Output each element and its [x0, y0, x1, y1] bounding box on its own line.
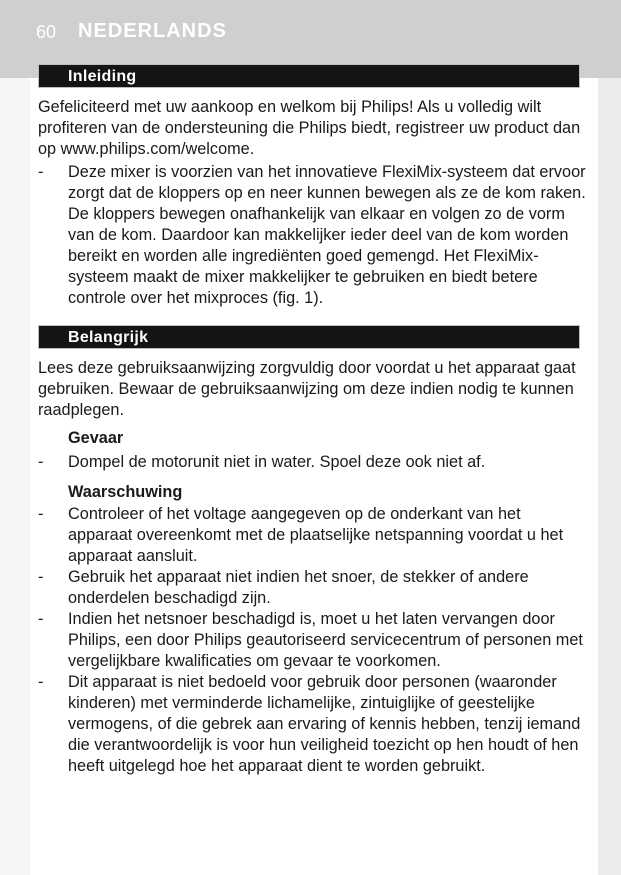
list-item-text: Indien het netsnoer beschadigd is, moet u het laten vervangen door Philips, een door Philips geautoriseerd servicecentrum of personen met vergelijkbare kwalificaties om gevaar te voorkomen.	[68, 610, 583, 670]
warning-list	[38, 504, 586, 777]
list-item: - Dompel de motorunit niet in water. Spoel deze ook niet af.	[38, 453, 486, 471]
list-item-text: Deze mixer is voorzien van het innovatieve FlexiMix-systeem dat ervoor zorgt dat de kloppers op en neer kunnen bewegen als ze de kom raken. De kloppers bewegen onafhankelijk van elkaar en volgen zo de vorm van de kom. Daardoor kan makkelijker ieder deel van de kom worden bereikt en worden alle ingrediënten goed gemengd. Het FlexiMix-systeem maakt de mixer makkelijker te gebruiken en biedt betere controle over het mixproces (fig. 1).	[68, 163, 586, 307]
list-item: - Indien het netsnoer beschadigd is, moet u het laten vervangen door Philips, een door Philips geautoriseerd servicecentrum of personen met vergelijkbare kwalificaties om gevaar te voorkomen.	[38, 610, 583, 670]
list-item-text: Gebruik het apparaat niet indien het snoer, de stekker of andere onderdelen beschadigd zijn.	[68, 568, 529, 607]
important-paragraph: Lees deze gebruiksaanwijzing zorgvuldig door voordat u het apparaat gaat gebruiken. Bewaar de gebruiksaanwijzing om deze indien nodig te kunnen raadplegen.	[38, 359, 576, 419]
danger-heading: Gevaar	[68, 429, 124, 447]
list-item-text: Dit apparaat is niet bedoeld voor gebruik door personen (waaronder kinderen) met verminderde lichamelijke, zintuiglijke of geestelijke vermogens, of die gebrek aan ervaring of kennis hebben, tenzij iemand die verantwoordelijk is voor hun veiligheid toezicht op hen houdt of hen heeft uitgelegd hoe het apparaat dient te worden gebruikt.	[68, 673, 581, 775]
left-margin	[0, 78, 30, 875]
section-bar-intro	[38, 64, 580, 88]
section-bar-important	[38, 325, 580, 349]
list-item: - Controleer of het voltage aangegeven op de onderkant van het apparaat overeenkomt met de plaatselijke netspanning voordat u het apparaat aansluit.	[38, 505, 564, 565]
intro-paragraph: Gefeliciteerd met uw aankoop en welkom bij Philips! Als u volledig wilt profiteren van de ondersteuning die Philips biedt, registreer uw product dan op www.philips.com/welcome.	[38, 98, 581, 158]
language-title: NEDERLANDS	[78, 20, 227, 42]
list-item: - Gebruik het apparaat niet indien het snoer, de stekker of andere onderdelen beschadigd zijn.	[38, 568, 529, 607]
list-item-text: Controleer of het voltage aangegeven op de onderkant van het apparaat overeenkomt met de plaatselijke netspanning voordat u het apparaat aansluit.	[68, 505, 564, 565]
right-margin	[598, 78, 621, 875]
warning-heading: Waarschuwing	[68, 483, 183, 501]
list-item: - Dit apparaat is niet bedoeld voor gebruik door personen (waaronder kinderen) met verminderde lichamelijke, zintuiglijke of geestelijke vermogens, of die gebrek aan ervaring of kennis hebben, tenzij iemand die verantwoordelijk is voor hun veiligheid toezicht op hen houdt of hen heeft uitgelegd hoe het apparaat dient te worden gebruikt.	[38, 673, 581, 775]
list-item-text: Dompel de motorunit niet in water. Spoel deze ook niet af.	[68, 453, 486, 471]
list-item: - Deze mixer is voorzien van het innovatieve FlexiMix-systeem dat ervoor zorgt dat de kloppers op en neer kunnen bewegen als ze de kom raken. De kloppers bewegen onafhankelijk van elkaar en volgen zo de vorm van de kom. Daardoor kan makkelijker ieder deel van de kom worden bereikt en worden alle ingrediënten goed gemengd. Het FlexiMix-systeem maakt de mixer makkelijker te gebruiken en biedt betere controle over het mixproces (fig. 1).	[38, 163, 586, 307]
section-title-intro: Inleiding	[68, 68, 137, 85]
danger-list	[38, 452, 586, 473]
page-number: 60	[36, 22, 57, 42]
intro-list	[38, 162, 586, 309]
section-title-important: Belangrijk	[68, 329, 149, 346]
